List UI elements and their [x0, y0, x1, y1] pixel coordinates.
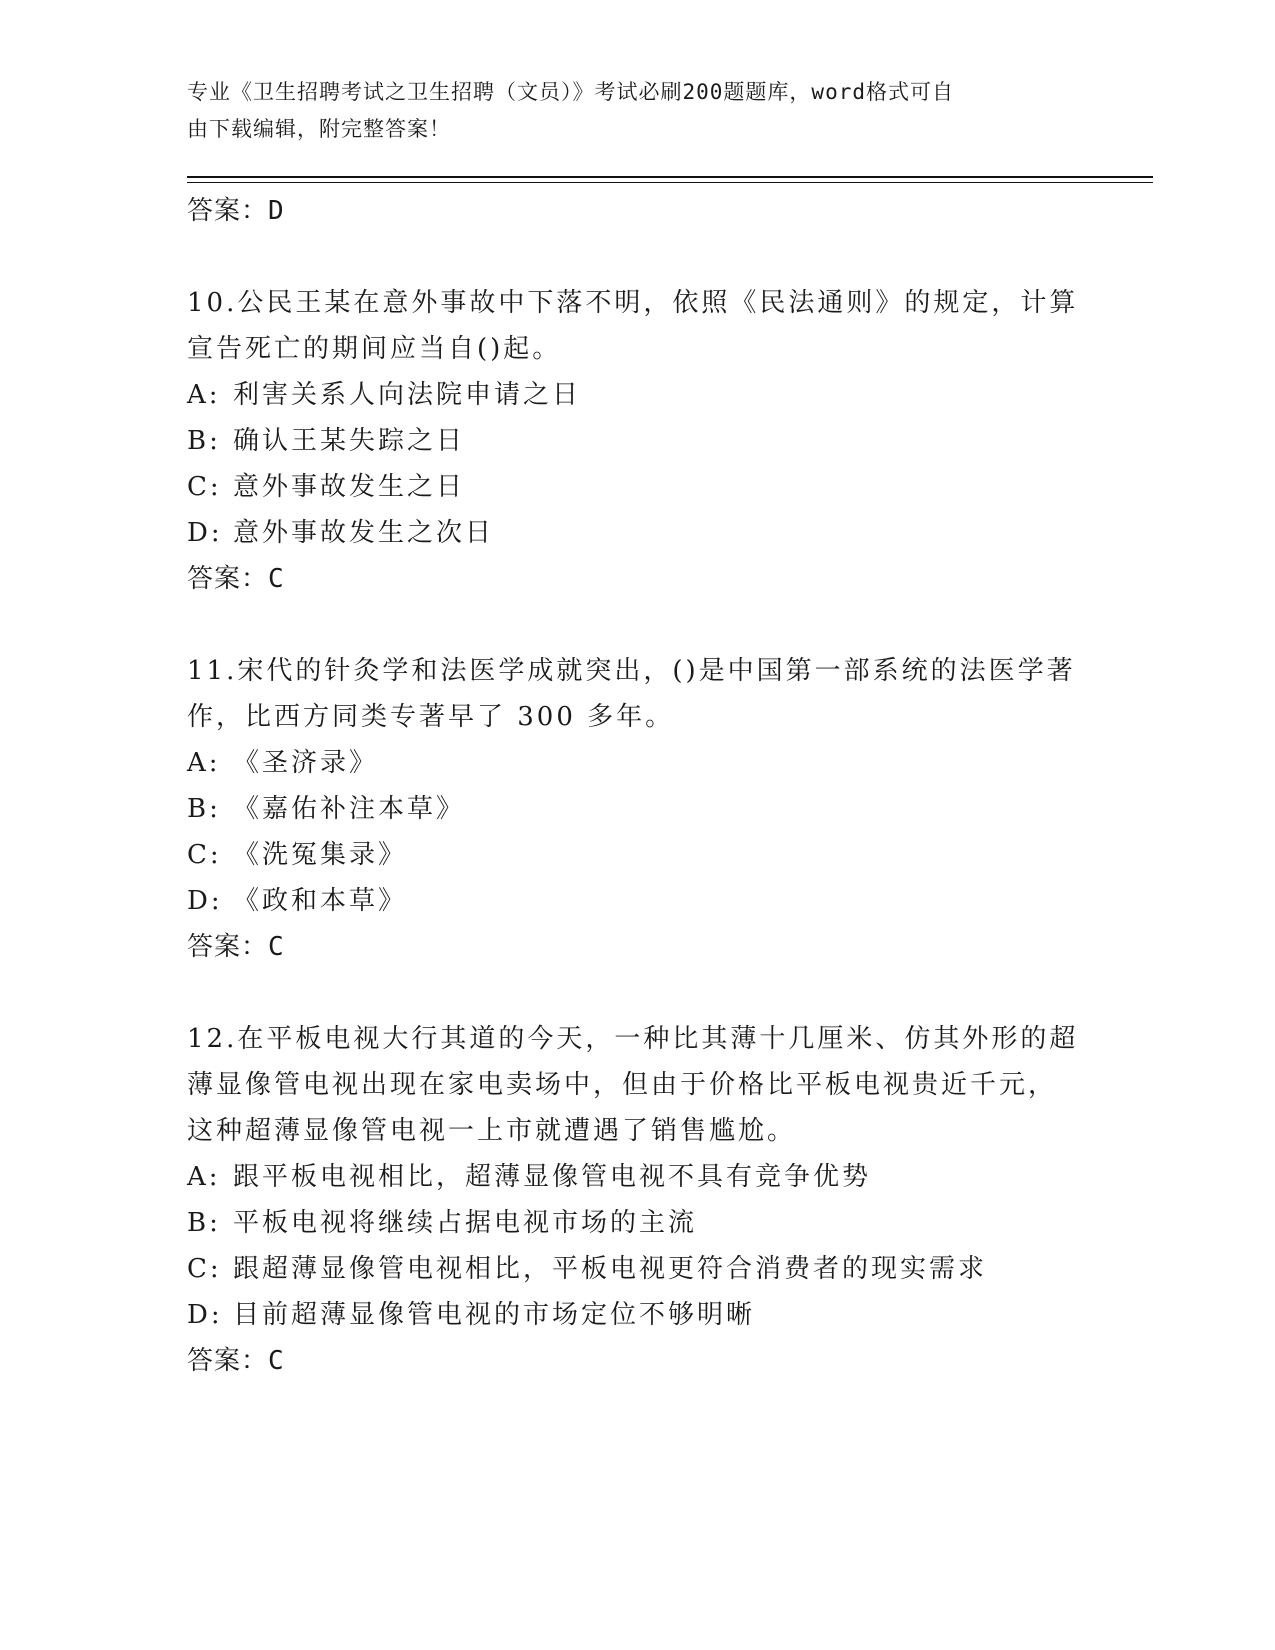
- option-a: A: 利害关系人向法院申请之日: [187, 380, 582, 410]
- question-line: 作，比西方同类专著早了 300 多年。: [187, 702, 675, 732]
- option-b: B: 《嘉佑补注本草》: [187, 794, 466, 824]
- option-d: D: 目前超薄显像管电视的市场定位不够明晰: [187, 1300, 756, 1330]
- question-answer: 答案：C: [187, 1346, 285, 1376]
- option-a: A: 《圣济录》: [187, 748, 379, 778]
- option-c: C: 跟超薄显像管电视相比，平板电视更符合消费者的现实需求: [187, 1254, 988, 1284]
- question-line: 这种超薄显像管电视一上市就遭遇了销售尴尬。: [187, 1116, 797, 1146]
- question-text: [187, 648, 1087, 740]
- option-b: B: 平板电视将继续占据电视市场的主流: [187, 1208, 698, 1238]
- option-d: D: 意外事故发生之次日: [187, 518, 495, 548]
- previous-answer: [187, 188, 1087, 234]
- answer-value: D: [268, 196, 285, 226]
- question-number: 12.: [187, 1024, 238, 1054]
- header-divider-thick: [187, 176, 1153, 178]
- option-b: B: 确认王某失踪之日: [187, 426, 466, 456]
- option-c: C: 意外事故发生之日: [187, 472, 466, 502]
- question-text: [187, 280, 1087, 372]
- option-a: A: 跟平板电视相比，超薄显像管电视不具有竞争优势: [187, 1162, 872, 1192]
- question-line: 公民王某在意外事故中下落不明，依照《民法通则》的规定，计算: [237, 288, 1079, 318]
- question-answer: 答案：C: [187, 932, 285, 962]
- question-number: 10.: [187, 288, 238, 318]
- document-header: [187, 74, 1087, 148]
- question-answer: 答案：C: [187, 564, 285, 594]
- option-c: C: 《洗冤集录》: [187, 840, 408, 870]
- option-d: D: 《政和本草》: [187, 886, 408, 916]
- answer-label: 答案：: [187, 196, 269, 226]
- question-line: 薄显像管电视出现在家电卖场中，但由于价格比平板电视贵近千元，: [187, 1070, 1058, 1100]
- question-number: 11.: [187, 656, 238, 686]
- question-line: 宣告死亡的期间应当自()起。: [187, 334, 562, 364]
- question-12: [187, 1016, 1087, 1384]
- question-11: [187, 648, 1087, 970]
- header-divider-thin: [187, 182, 1153, 183]
- header-line-2: 由下载编辑，附完整答案！: [187, 117, 451, 141]
- question-10: [187, 280, 1087, 602]
- question-list: [187, 188, 1087, 1384]
- question-text: [187, 1016, 1087, 1154]
- question-line: 宋代的针灸学和法医学成就突出，()是中国第一部系统的法医学著: [237, 656, 1076, 686]
- header-line-1: 专业《卫生招聘考试之卫生招聘（文员）》考试必刷200题题库，word格式可自: [187, 80, 954, 104]
- question-line: 在平板电视大行其道的今天，一种比其薄十几厘米、仿其外形的超: [237, 1024, 1079, 1054]
